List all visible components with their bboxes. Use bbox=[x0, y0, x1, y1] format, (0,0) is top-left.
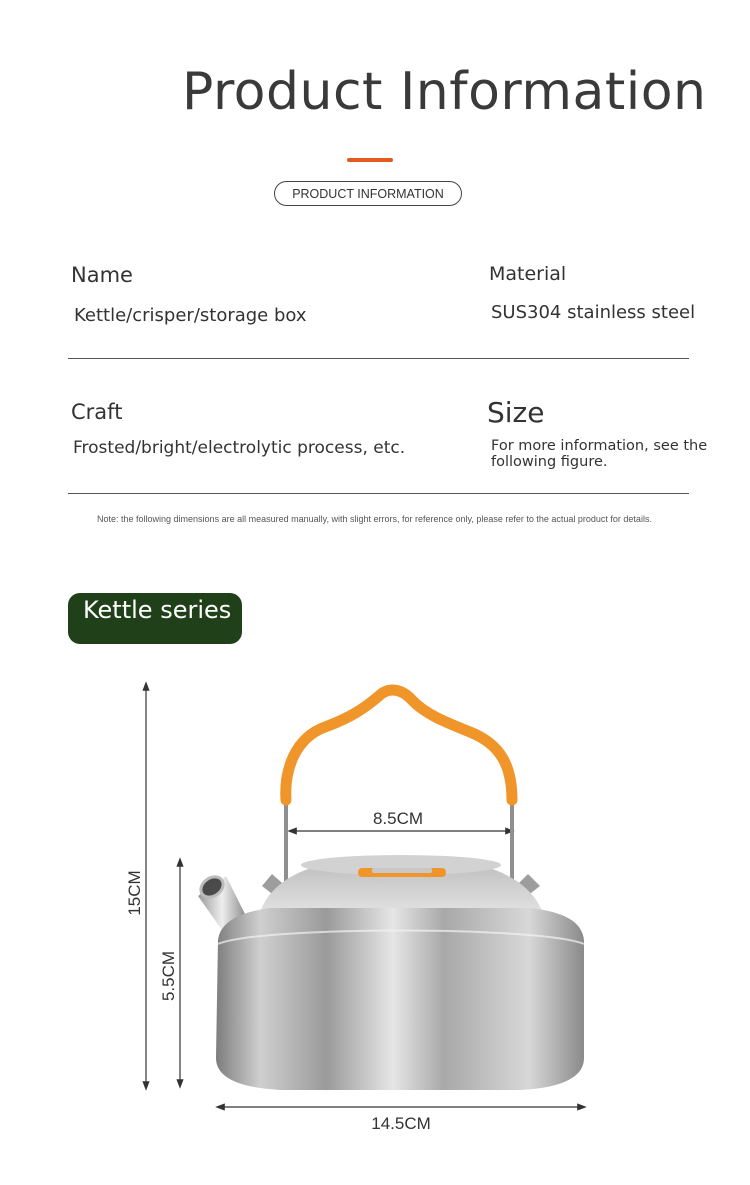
divider bbox=[68, 493, 689, 494]
material-value: SUS304 stainless steel bbox=[491, 302, 696, 323]
height-body-label: 5.5CM bbox=[159, 950, 178, 1002]
series-badge: Kettle series bbox=[68, 593, 242, 644]
size-value: For more information, see the following figure. bbox=[491, 438, 708, 470]
handle-icon bbox=[286, 690, 512, 800]
measurement-note: Note: the following dimensions are all measured manually, with slight errors, for reference only, please refer to the actual product for details. bbox=[97, 514, 652, 524]
page-title: Product Information bbox=[182, 62, 707, 122]
craft-label: Craft bbox=[71, 400, 123, 424]
kettle-dimension-figure bbox=[0, 660, 750, 1150]
width-top-label: 8.5CM bbox=[372, 809, 424, 828]
name-label: Name bbox=[71, 263, 133, 287]
name-value: Kettle/crisper/storage box bbox=[74, 305, 307, 326]
size-label: Size bbox=[487, 396, 545, 429]
material-label: Material bbox=[489, 263, 567, 285]
title-accent-bar bbox=[347, 158, 393, 162]
section-pill: PRODUCT INFORMATION bbox=[274, 181, 462, 206]
craft-value: Frosted/bright/electrolytic process, etc. bbox=[73, 438, 406, 458]
divider bbox=[68, 358, 689, 359]
width-bottom-label: 14.5CM bbox=[371, 1114, 431, 1133]
height-total-label: 15CM bbox=[125, 870, 144, 916]
